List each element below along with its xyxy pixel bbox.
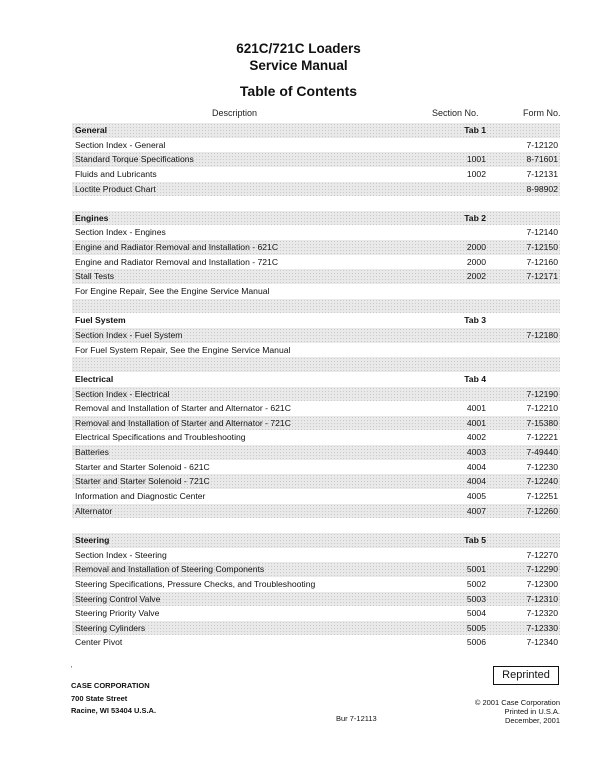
toc-row: [72, 445, 560, 460]
toc-description: General: [75, 125, 108, 135]
corporate-address: [71, 680, 156, 718]
toc-description: Steering Priority Valve: [75, 608, 160, 619]
toc-section-number: 1002: [466, 168, 486, 179]
toc-description: Alternator: [75, 505, 113, 516]
toc-form-number: 7-12251: [526, 491, 558, 502]
toc-description: Removal and Installation of Starter and Alternator - 621C: [75, 403, 291, 414]
toc-row: [72, 635, 560, 650]
title-block: [0, 40, 597, 74]
toc-section-number: Tab 1: [464, 125, 486, 135]
printed-text: Printed in U.S.A.: [504, 707, 560, 716]
toc-description: Engines: [75, 212, 109, 223]
toc-form-number: 7-12330: [526, 622, 558, 633]
manual-title: 621C/721C Loaders: [236, 41, 361, 56]
toc-form-number: 7-12150: [526, 242, 558, 253]
toc-description: Section Index - General: [75, 139, 166, 150]
toc-form-number: 7-12300: [526, 578, 558, 589]
toc-row: [72, 343, 560, 358]
toc-form-number: 8-98902: [526, 183, 558, 194]
toc-row: [72, 328, 560, 343]
toc-row: [72, 548, 560, 563]
toc-row: [72, 182, 560, 197]
toc-row: [72, 255, 560, 270]
toc-description: Removal and Installation of Starter and Alternator - 721C: [75, 417, 291, 428]
section-heading-row: [72, 533, 560, 548]
toc-row: [72, 138, 560, 153]
section-heading-row: [72, 211, 560, 226]
toc-description: Steering Specifications, Pressure Checks, and Troubleshooting: [75, 578, 316, 589]
toc-description: Electrical: [75, 373, 114, 384]
toc-form-number: 7-12260: [526, 505, 558, 516]
toc-description: Section Index - Fuel System: [75, 329, 183, 340]
toc-section-number: 5004: [466, 608, 486, 619]
toc-description: Batteries: [75, 447, 109, 458]
toc-description: Standard Torque Specifications: [75, 154, 194, 165]
toc-description: Center Pivot: [75, 637, 123, 648]
toc-section-number: Tab 2: [464, 212, 486, 223]
toc-row: [72, 562, 560, 577]
column-header-description: Description: [212, 108, 258, 118]
manual-subtitle: Service Manual: [249, 58, 348, 73]
toc-row: [72, 606, 560, 621]
toc-section-number: 5002: [466, 578, 486, 589]
toc-row: [72, 167, 560, 182]
toc-form-number: 8-71601: [526, 154, 558, 165]
toc-row: [72, 460, 560, 475]
toc-row: [72, 592, 560, 607]
toc-section-number: 2000: [466, 242, 486, 253]
toc-form-number: 7-12180: [526, 329, 558, 340]
toc-form-number: 7-12230: [526, 461, 558, 472]
toc-section-number: 4007: [466, 505, 486, 516]
corp-city: Racine, WI 53404 U.S.A.: [71, 706, 157, 715]
toc-description: Starter and Starter Solenoid - 621C: [75, 461, 210, 472]
toc-section-number: 4004: [466, 476, 486, 487]
toc-row: [72, 621, 560, 636]
copyright-block: [475, 698, 560, 725]
toc-heading: Table of Contents: [239, 83, 358, 99]
toc-form-number: 7-12171: [526, 271, 558, 282]
toc-section-number: 2002: [466, 271, 486, 282]
toc-description: Section Index - Engines: [75, 227, 166, 238]
toc-section-number: 4001: [466, 403, 486, 414]
toc-row: [72, 387, 560, 402]
toc-section-number: 5001: [466, 564, 486, 575]
toc-row: [72, 577, 560, 592]
toc-description: Steering Control Valve: [75, 593, 161, 604]
toc-form-number: 7-12131: [526, 168, 558, 179]
toc-section-number: Tab 5: [464, 534, 486, 545]
toc-form-number: 7-12270: [526, 549, 558, 560]
toc-table: [72, 123, 560, 650]
column-header-form: Form No.: [523, 108, 561, 118]
toc-form-number: 7-12240: [526, 476, 558, 487]
toc-form-number: 7-12320: [526, 608, 558, 619]
section-heading-row: [72, 372, 560, 387]
toc-section-number: 4004: [466, 461, 486, 472]
toc-description: Steering Cylinders: [75, 622, 146, 633]
toc-description: Steering: [75, 534, 110, 545]
toc-row: [72, 284, 560, 299]
date-text: December, 2001: [504, 716, 560, 725]
toc-description: Removal and Installation of Steering Components: [75, 564, 265, 575]
toc-section-number: Tab 4: [464, 373, 486, 384]
toc-form-number: 7-12310: [526, 593, 558, 604]
toc-form-number: 7-49440: [526, 447, 558, 458]
toc-row: [72, 152, 560, 167]
toc-form-number: 7-12340: [526, 637, 558, 648]
toc-row: [72, 269, 560, 284]
toc-form-number: 7-12290: [526, 564, 558, 575]
spacer-row: [72, 196, 560, 211]
toc-description: Fluids and Lubricants: [75, 168, 157, 179]
toc-description: Section Index - Electrical: [75, 388, 170, 399]
toc-section-number: 4005: [466, 491, 486, 502]
toc-section-number: Tab 3: [464, 315, 486, 326]
spacer-row: [72, 357, 560, 372]
toc-description: Information and Diagnostic Center: [75, 491, 206, 502]
toc-description: For Engine Repair, See the Engine Service Manual: [75, 286, 270, 297]
toc-form-number: 7-12210: [526, 403, 558, 414]
corp-street: 700 State Street: [71, 693, 128, 703]
toc-row: [72, 504, 560, 519]
toc-section-number: 5003: [466, 593, 486, 604]
toc-description: Stall Tests: [75, 271, 115, 282]
spacer-row: [72, 299, 560, 314]
toc-row: [72, 430, 560, 445]
toc-form-number: 7-12120: [526, 139, 558, 150]
corp-name: CASE CORPORATION: [71, 681, 150, 690]
toc-section-number: 4003: [466, 447, 486, 458]
section-heading-row: [72, 123, 560, 138]
toc-form-number: 7-12140: [526, 227, 558, 238]
toc-description: Fuel System: [75, 315, 126, 326]
section-heading-row: [72, 313, 560, 328]
toc-description: Engine and Radiator Removal and Installation - 721C: [75, 256, 279, 267]
column-header-section: Section No.: [432, 108, 479, 118]
corner-mark: ': [71, 666, 73, 673]
toc-section-number: 5005: [466, 622, 486, 633]
bur-number: Bur 7-12113: [336, 714, 377, 723]
toc-section-number: 2000: [466, 256, 486, 267]
toc-section-number: 5006: [466, 637, 486, 648]
copyright-text: © 2001 Case Corporation: [474, 698, 560, 707]
toc-description: Loctite Product Chart: [75, 183, 156, 194]
toc-row: [72, 489, 560, 504]
toc-description: Electrical Specifications and Troubleshooting: [75, 432, 246, 443]
toc-row: [72, 240, 560, 255]
spacer-row: [72, 518, 560, 533]
toc-form-number: 7-12160: [526, 256, 558, 267]
toc-section-number: 4001: [466, 417, 486, 428]
toc-description: Section Index - Steering: [75, 549, 167, 560]
toc-description: For Fuel System Repair, See the Engine Service Manual: [75, 344, 291, 355]
toc-description: Engine and Radiator Removal and Installation - 621C: [75, 242, 279, 253]
toc-row: [72, 416, 560, 431]
reprinted-stamp: Reprinted: [493, 666, 559, 685]
toc-form-number: 7-15380: [526, 417, 558, 428]
toc-description: Starter and Starter Solenoid - 721C: [75, 476, 210, 487]
toc-section-number: 1001: [466, 154, 486, 165]
toc-row: [72, 474, 560, 489]
toc-form-number: 7-12190: [526, 388, 558, 399]
toc-form-number: 7-12221: [526, 432, 558, 443]
toc-row: [72, 401, 560, 416]
toc-row: [72, 225, 560, 240]
toc-section-number: 4002: [466, 432, 486, 443]
